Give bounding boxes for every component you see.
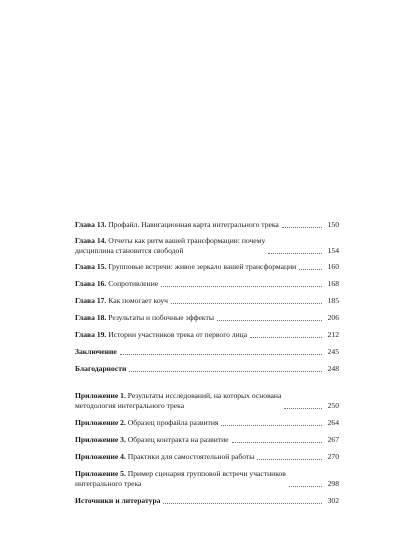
entry-label: Глава 15.	[75, 262, 107, 271]
toc-entry-chapter-18[interactable]	[75, 313, 339, 323]
toc-entry-appendix-2[interactable]	[75, 418, 339, 428]
page-number: 212	[327, 330, 339, 339]
entry-title-line1: Отчеты как ритм вашей трансформации: почему	[108, 236, 266, 245]
leader-dots	[282, 227, 322, 228]
leader-dots	[171, 303, 322, 304]
toc-entry-chapter-15[interactable]	[75, 262, 339, 272]
leader-dots	[120, 354, 322, 355]
entry-label: Глава 16.	[75, 279, 107, 288]
page-number: 302	[327, 496, 339, 505]
page-number: 160	[327, 262, 339, 271]
entry-title-line1: Результаты исследований, на которых основана	[127, 391, 282, 400]
entry-label: Приложение 5.	[75, 469, 126, 478]
entry-label: Глава 18.	[75, 313, 107, 322]
entry-title: Образец контракта на развитие	[127, 435, 229, 444]
toc-entry-conclusion[interactable]	[75, 347, 339, 357]
entry-label: Заключение	[75, 347, 117, 356]
toc-entry-sources[interactable]	[75, 496, 339, 506]
entry-label: Приложение 3.	[75, 435, 126, 444]
page-number: 206	[327, 313, 339, 322]
toc-entry-chapter-14[interactable]	[75, 236, 339, 256]
page-number: 154	[327, 246, 339, 255]
toc-entry-chapter-13[interactable]	[75, 220, 339, 230]
entry-title: Групповые встречи: живое зеркало вашей трансформации	[108, 262, 297, 271]
entry-label: Благодарности	[75, 364, 127, 373]
page-number: 267	[327, 435, 339, 444]
entry-label: Источники и литература	[75, 496, 161, 505]
toc-entry-acknowledgements[interactable]	[75, 364, 339, 374]
chapters-group	[75, 220, 339, 374]
entry-title: Профайл. Навигационная карта интегрального трека	[108, 220, 279, 229]
page-number: 264	[327, 418, 339, 427]
entry-title-line2: интегрального трека	[75, 479, 142, 488]
page-number: 248	[327, 364, 339, 373]
leader-dots	[217, 320, 322, 321]
entry-title-line2: методология интегрального трека	[75, 401, 185, 410]
entry-title: Образец профайла развития	[127, 418, 219, 427]
toc-entry-chapter-16[interactable]	[75, 279, 339, 289]
page-number: 298	[327, 479, 339, 488]
table-of-contents	[75, 220, 339, 506]
entry-title: Как помогает коуч	[108, 296, 168, 305]
page-number: 270	[327, 452, 339, 461]
entry-label: Глава 19.	[75, 330, 107, 339]
leader-dots	[299, 269, 322, 270]
entry-title: Истории участников трека от первого лица	[108, 330, 248, 339]
page-number: 168	[327, 279, 339, 288]
page-number: 185	[327, 296, 339, 305]
entry-label: Приложение 1.	[75, 391, 126, 400]
entry-title-line2: дисциплина становится свободой	[75, 246, 184, 255]
entry-title: Результаты и побочные эффекты	[108, 313, 214, 322]
entry-title: Сопротивление	[108, 279, 159, 288]
page-number: 250	[327, 401, 339, 410]
leader-dots	[221, 425, 322, 426]
entry-label: Глава 14.	[75, 236, 107, 245]
leader-dots	[257, 459, 322, 460]
entry-title-line1: Пример сценария групповой встречи участников	[127, 469, 286, 478]
toc-entry-appendix-3[interactable]	[75, 435, 339, 445]
toc-entry-chapter-17[interactable]	[75, 296, 339, 306]
leader-dots	[232, 442, 322, 443]
appendices-group	[75, 391, 339, 506]
toc-entry-appendix-5[interactable]	[75, 469, 339, 489]
entry-title: Практики для самостоятельной работы	[127, 452, 255, 461]
entry-label: Глава 13.	[75, 220, 107, 229]
toc-entry-appendix-4[interactable]	[75, 452, 339, 462]
entry-label: Приложение 4.	[75, 452, 126, 461]
leader-dots	[289, 486, 322, 487]
leader-dots	[161, 286, 322, 287]
leader-dots	[129, 371, 322, 372]
toc-entry-chapter-19[interactable]	[75, 330, 339, 340]
leader-dots	[250, 337, 322, 338]
leader-dots	[163, 503, 322, 504]
entry-label: Глава 17.	[75, 296, 107, 305]
entry-label: Приложение 2.	[75, 418, 126, 427]
leader-dots	[284, 408, 322, 409]
leader-dots	[268, 253, 322, 254]
page-number: 150	[327, 220, 339, 229]
toc-entry-appendix-1[interactable]	[75, 391, 339, 411]
section-spacer	[75, 374, 339, 391]
page-number: 245	[327, 347, 339, 356]
